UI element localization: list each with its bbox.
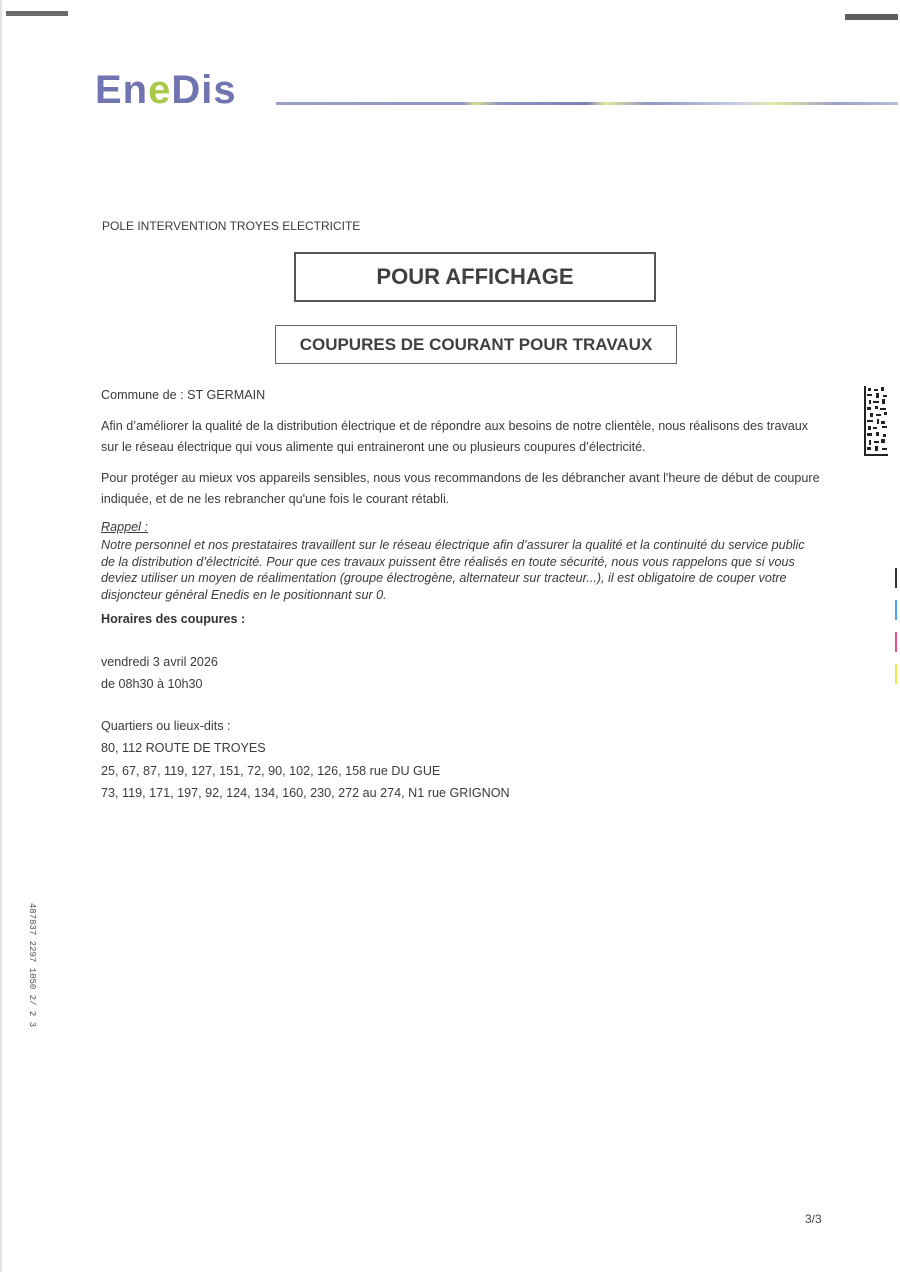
horaires-label: Horaires des coupures : <box>101 612 246 626</box>
commune: Commune de : ST GERMAIN <box>101 388 266 402</box>
print-color-bars <box>895 568 898 696</box>
location-item: 73, 119, 171, 197, 92, 124, 134, 160, 230, 272 au 274, N1 rue GRIGNON <box>101 786 510 800</box>
rappel-label: Rappel : <box>101 520 148 534</box>
page-number: 3/3 <box>805 1212 822 1226</box>
color-bar-cyan <box>895 600 897 620</box>
quartiers-label: Quartiers ou lieux-dits : <box>101 719 231 733</box>
logo-rule <box>276 102 898 105</box>
outage-time: de 08h30 à 10h30 <box>101 677 203 691</box>
paragraph-advice: Pour protéger au mieux vos appareils sensibles, nous vous recommandons de les débrancher avant l'heure de début de coupure indiquée, et de ne les rebrancher qu'une fois le courant rétabli. <box>101 471 820 506</box>
side-print-code: 487837 2297 1050 2/ 2 3 <box>27 902 38 1028</box>
enedis-logo <box>95 68 237 112</box>
datamatrix-code <box>864 386 888 456</box>
location-item: 80, 112 ROUTE DE TROYES <box>101 741 266 755</box>
notice-title: POUR AFFICHAGE <box>376 264 574 289</box>
department-header: POLE INTERVENTION TROYES ELECTRICITE <box>102 219 361 233</box>
print-mark-top-right <box>845 14 898 20</box>
notice-subtitle: COUPURES DE COURANT POUR TRAVAUX <box>299 334 653 354</box>
color-bar-black <box>895 568 897 588</box>
location-item: 25, 67, 87, 119, 127, 151, 72, 90, 102, 126, 158 rue DU GUE <box>101 764 441 778</box>
color-bar-magenta <box>895 632 897 652</box>
notice-subtitle-box <box>275 325 677 364</box>
logo-part3: Dis <box>171 68 237 112</box>
outage-date: vendredi 3 avril 2026 <box>101 655 218 669</box>
rappel-text: Notre personnel et nos prestataires travaillent sur le réseau électrique afin d’assurer la qualité et la continuité du service public de la distribution d’électricité. Pour que ces travaux puissent être réalisés en toute sécurité, nous vous rappelons que si vous deviez utiliser un moyen de réalimentation (groupe électrogène, alternateur sur tracteur...), il est obligatoire de couper votre disjoncteur général Enedis en le positionnant sur 0. <box>101 538 805 602</box>
notice-title-box <box>294 252 656 302</box>
color-bar-yellow <box>895 664 897 684</box>
logo-part2: e <box>148 68 172 112</box>
paragraph-intro: Afin d’améliorer la qualité de la distribution électrique et de répondre aux besoins de notre clientèle, nous réalisons des travaux sur le réseau électrique qui vous alimente qui entraineront une ou plusieurs coupures d’électricité. <box>101 419 809 454</box>
print-mark-top-left <box>6 11 68 16</box>
logo-part1: En <box>95 68 149 112</box>
page-edge <box>0 0 2 1272</box>
